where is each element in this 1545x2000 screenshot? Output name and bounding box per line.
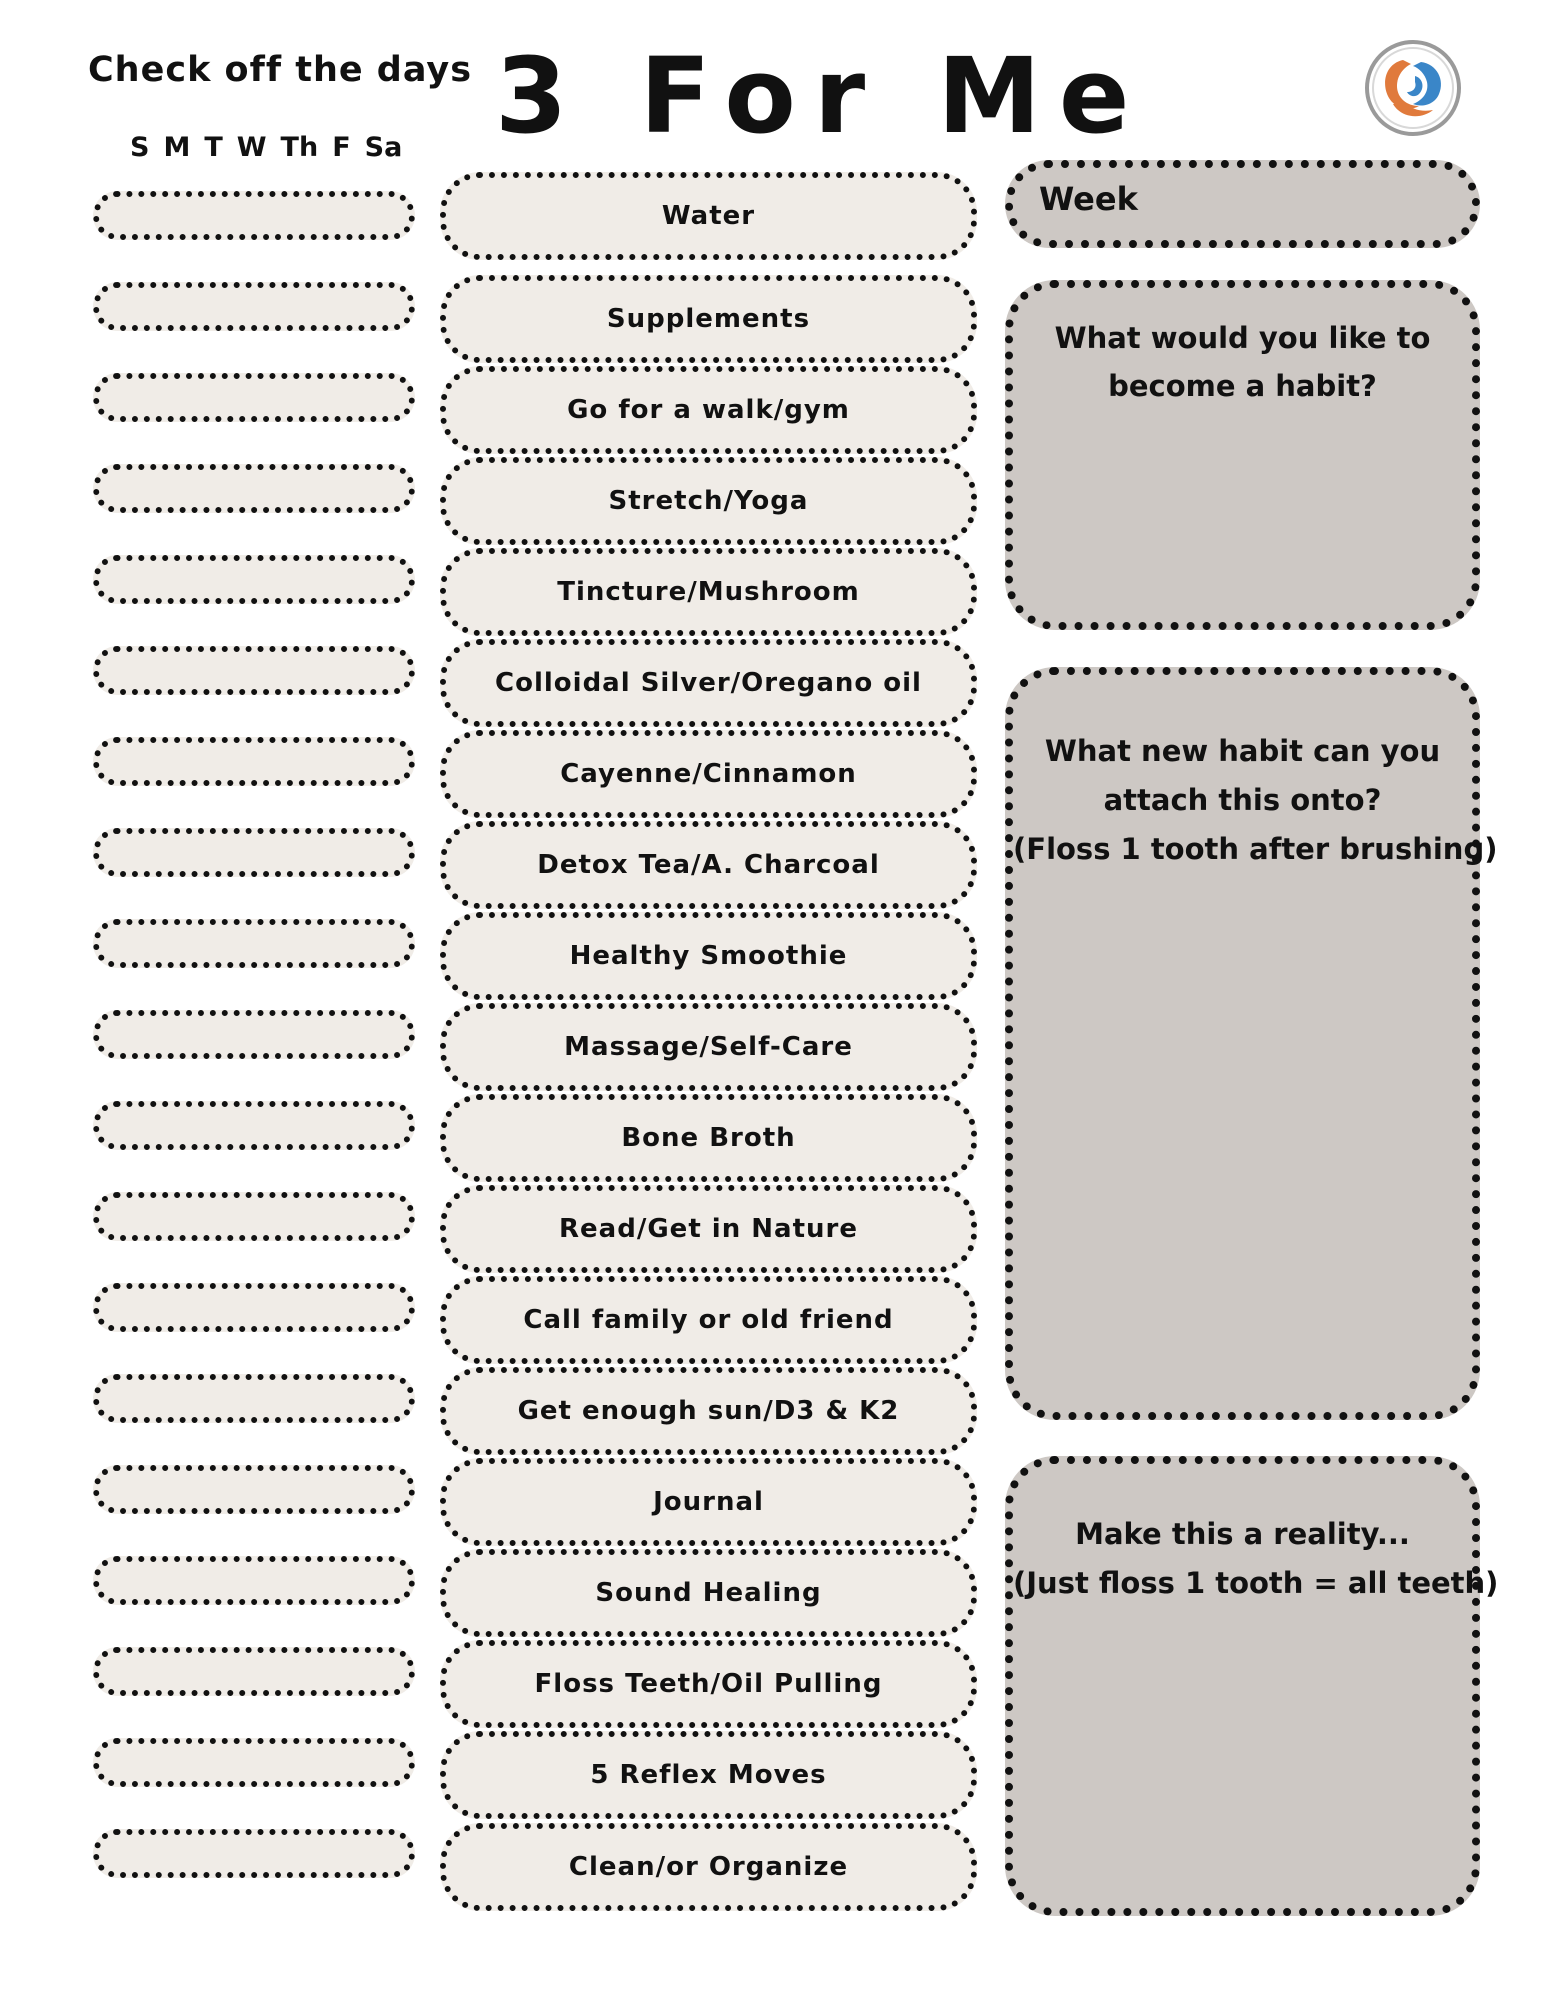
week-field[interactable] bbox=[1005, 160, 1480, 248]
day-checkbox-row[interactable] bbox=[93, 1374, 415, 1423]
habit-item-healthy-smoothie: Healthy Smoothie bbox=[440, 912, 977, 1000]
day-checkbox-row[interactable] bbox=[93, 1738, 415, 1787]
day-labels bbox=[130, 132, 416, 163]
habit-item-call-family: Call family or old friend bbox=[440, 1276, 977, 1364]
habit-item-tincture-mushroom: Tincture/Mushroom bbox=[440, 548, 977, 636]
day-checkbox-row[interactable] bbox=[93, 1465, 415, 1514]
day-checkbox-row[interactable] bbox=[93, 646, 415, 695]
habit-attach-line1: What new habit can you bbox=[1044, 734, 1441, 768]
habit-item-clean-organize: Clean/or Organize bbox=[440, 1823, 977, 1911]
make-reality-example: (Just floss 1 tooth = all teeth) bbox=[1013, 1566, 1499, 1600]
day-label-monday: M bbox=[163, 132, 191, 163]
day-checkbox-row[interactable] bbox=[93, 191, 415, 240]
day-label-tuesday: T bbox=[204, 132, 223, 163]
habit-item-cayenne-cinnamon: Cayenne/Cinnamon bbox=[440, 730, 977, 818]
day-checkbox-row[interactable] bbox=[93, 1010, 415, 1059]
habit-item-stretch-yoga: Stretch/Yoga bbox=[440, 457, 977, 545]
make-reality-line1: Make this a reality... bbox=[1075, 1517, 1410, 1551]
habit-item-reflex-moves: 5 Reflex Moves bbox=[440, 1731, 977, 1819]
habit-item-colloidal-silver: Colloidal Silver/Oregano oil bbox=[440, 639, 977, 727]
swirl-logo-icon bbox=[1363, 38, 1463, 138]
make-reality-panel[interactable] bbox=[1005, 1456, 1499, 1916]
habit-attach-panel[interactable] bbox=[1005, 667, 1498, 1420]
day-checkbox-row[interactable] bbox=[93, 1101, 415, 1150]
day-label-wednesday: W bbox=[236, 132, 267, 163]
day-checkbox-row[interactable] bbox=[93, 555, 415, 604]
day-checkbox-row[interactable] bbox=[93, 1556, 415, 1605]
habit-goal-panel[interactable] bbox=[1005, 280, 1480, 630]
day-checkbox-row[interactable] bbox=[93, 373, 415, 422]
day-checkbox-row[interactable] bbox=[93, 1829, 415, 1878]
day-checkbox-row[interactable] bbox=[93, 282, 415, 331]
day-checkbox-row[interactable] bbox=[93, 828, 415, 877]
day-checkbox-row[interactable] bbox=[93, 1283, 415, 1332]
day-checkbox-row[interactable] bbox=[93, 737, 415, 786]
habit-item-read-nature: Read/Get in Nature bbox=[440, 1185, 977, 1273]
day-checkbox-row[interactable] bbox=[93, 919, 415, 968]
day-checkbox-row[interactable] bbox=[93, 464, 415, 513]
habit-item-bone-broth: Bone Broth bbox=[440, 1094, 977, 1182]
day-label-saturday: Sa bbox=[364, 132, 403, 163]
day-label-friday: F bbox=[332, 132, 351, 163]
day-checkbox-row[interactable] bbox=[93, 1647, 415, 1696]
check-off-days-title: Check off the days bbox=[88, 50, 473, 90]
page-title: 3 For Me bbox=[495, 35, 1148, 157]
habit-item-detox-tea: Detox Tea/A. Charcoal bbox=[440, 821, 977, 909]
habit-item-walk-gym: Go for a walk/gym bbox=[440, 366, 977, 454]
habit-goal-question-line2: become a habit? bbox=[1108, 369, 1377, 403]
day-label-thursday: Th bbox=[280, 132, 319, 163]
habit-goal-question-line1: What would you like to bbox=[1054, 321, 1431, 355]
day-checkbox-row[interactable] bbox=[93, 1192, 415, 1241]
habit-item-massage-self-care: Massage/Self-Care bbox=[440, 1003, 977, 1091]
habit-item-water: Water bbox=[440, 172, 977, 260]
day-label-sunday: S bbox=[130, 132, 150, 163]
habit-attach-example: (Floss 1 tooth after brushing) bbox=[1013, 832, 1498, 866]
habit-item-floss-oil-pulling: Floss Teeth/Oil Pulling bbox=[440, 1640, 977, 1728]
habit-item-supplements: Supplements bbox=[440, 275, 977, 363]
week-label: Week bbox=[1039, 180, 1138, 218]
habit-item-sun-d3-k2: Get enough sun/D3 & K2 bbox=[440, 1367, 977, 1455]
habit-attach-line2: attach this onto? bbox=[1103, 783, 1382, 817]
habit-item-journal: Journal bbox=[440, 1458, 977, 1546]
habit-item-sound-healing: Sound Healing bbox=[440, 1549, 977, 1637]
